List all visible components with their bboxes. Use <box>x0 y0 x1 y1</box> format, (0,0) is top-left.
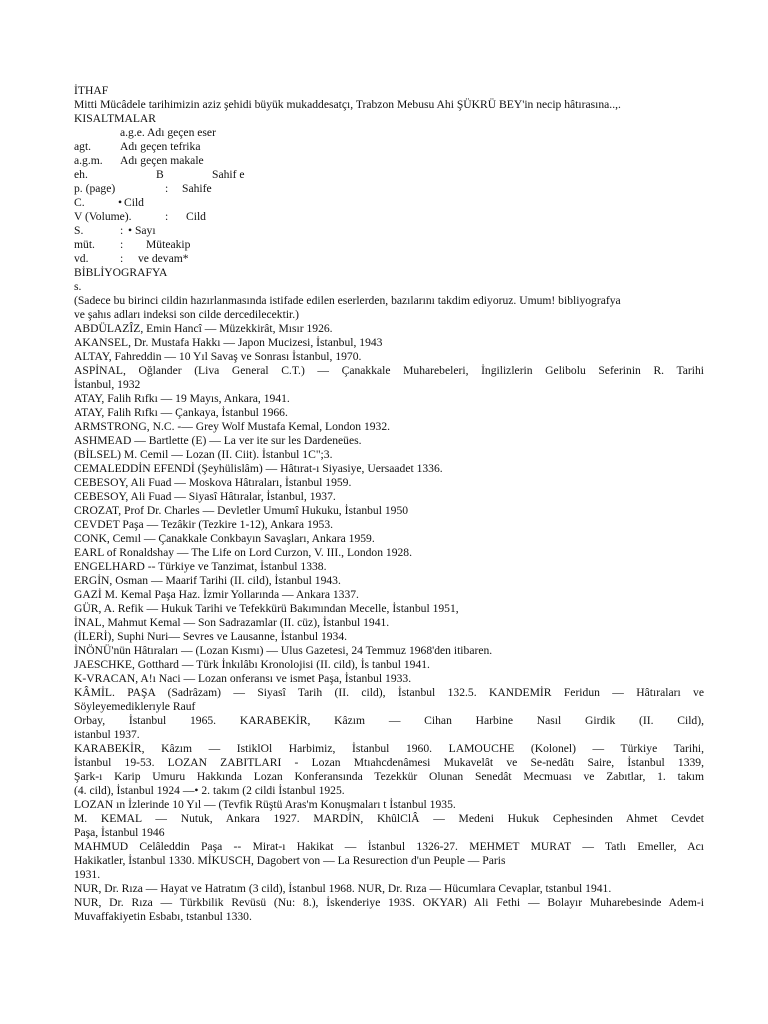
abbreviation-meaning: a.g.e. Adı geçen eser <box>120 126 216 139</box>
abbreviation-separator: B <box>156 168 164 181</box>
abbreviation-term: C. <box>74 196 85 209</box>
bibliography-entry: CROZAT, Prof Dr. Charles — Devletler Umumî Hukuku, İstanbul 1950 <box>74 504 409 517</box>
abbreviation-row <box>74 224 704 238</box>
abbreviation-separator: : <box>165 210 169 223</box>
abbreviation-term: agt. <box>74 140 92 153</box>
bibliography-entry: EARL of Ronaldshay — The Life on Lord Curzon, V. III., London 1928. <box>74 546 412 559</box>
bibliography-entry: KÂMİL. PAŞA (Sadrâzam) — Siyasî Tarih (II. cild), İstanbul 132.5. KANDEMİR Feridun — Hâtıraları ve <box>74 686 704 699</box>
bibliography-entry: GAZİ M. Kemal Paşa Haz. İzmir Yollarında — Ankara 1337. <box>74 588 359 601</box>
abbreviation-meaning: ve devam* <box>138 252 189 265</box>
bibliography-entry: (İLERİ), Suphi Nuri— Sevres ve Lausanne, İstanbul 1934. <box>74 630 348 643</box>
bibliography-entry: LOZAN ın İzlerinde 10 Yıl — (Tevfik Rüştü Aras'm Konuşmaları t İstanbul 1935. <box>74 798 456 811</box>
bibliography-entry: ENGELHARD -- Türkiye ve Tanzimat, İstanbul 1338. <box>74 560 327 573</box>
bibliography-entry: ASHMEAD — Bartlette (E) — La ver ite sur les Dardeneües. <box>74 434 362 447</box>
document-title: İTHAF <box>74 84 109 97</box>
bibliography-entry: CEMALEDDİN EFENDİ (Şeyhülislâm) — Hâtırat-ı Siyasiye, Uersaadet 1336. <box>74 462 443 475</box>
abbreviation-row <box>74 238 704 252</box>
bibliography-entry: CEVDET Paşa — Tezâkir (Tezkire 1-12), Ankara 1953. <box>74 518 334 531</box>
bibliography-entry: ERGİN, Osman — Maarif Tarihi (II. cild), İstanbul 1943. <box>74 574 341 587</box>
bibliography-entry: İstanbul, 1932 <box>74 378 141 391</box>
abbreviation-separator: : <box>120 238 124 251</box>
bibliography-list <box>74 322 704 924</box>
bibliography-entry: ATAY, Falih Rıfkı — Çankaya, İstanbul 1966. <box>74 406 288 419</box>
abbreviation-row <box>74 252 704 266</box>
abbreviation-meaning: Cild <box>124 196 144 209</box>
bibliography-entry: CEBESOY, Ali Fuad — Siyasî Hâtıralar, İstanbul, 1937. <box>74 490 336 503</box>
bibliography-note-line: ve şahıs adları indeksi son cilde dercedilecektir.) <box>74 308 300 321</box>
bibliography-entry: NUR, Dr. Rıza — Türkbilik Revüsü (Nu: 8.), İskenderiye 193S. OKYAR) Ali Fethi — Bolayır Muharebesinde Adem-i <box>74 896 704 909</box>
bibliography-entry: AKANSEL, Dr. Mustafa Hakkı — Japon Mucizesi, İstanbul, 1943 <box>74 336 383 349</box>
bibliography-entry: ABDÜLAZÎZ, Emin Hancî — Müzekkirât, Mısır 1926. <box>74 322 333 335</box>
bibliography-entry: Şark-ı Karip Umuru Hakkında Lozan Konferansında Tezekkür Olunan Senedât Mecmuası ve Zabıtlar, 1. takım <box>74 770 704 783</box>
abbreviation-term: a.g.m. <box>74 154 103 167</box>
abbreviation-meaning: • Sayı <box>128 224 156 237</box>
bibliography-entry: K-VRACAN, A!ı Naci — Lozan onferansı ve ismet Paşa, İstanbul 1933. <box>74 672 412 685</box>
abbreviation-row <box>74 154 704 168</box>
abbreviation-separator: : <box>120 252 124 265</box>
bibliography-entry: ALTAY, Fahreddin — 10 Yıl Savaş ve Sonrası İstanbul, 1970. <box>74 350 362 363</box>
bibliography-entry: Muvaffakiyetin Esbabı, tstanbul 1330. <box>74 910 252 923</box>
abbreviations-heading: KISALTMALAR <box>74 112 157 125</box>
bibliography-entry: Paşa, İstanbul 1946 <box>74 826 165 839</box>
bibliography-entry: CONK, Cemıl — Çanakkale Conkbayın Savaşları, Ankara 1959. <box>74 532 375 545</box>
abbreviations-list <box>74 126 704 266</box>
document-page <box>74 84 704 924</box>
abbreviation-separator: • <box>118 196 123 209</box>
bibliography-entry: KARABEKİR, Kâzım — IstiklOl Harbimiz, İstanbul 1960. LAMOUCHE (Kolonel) — Türkiye Tarihi, <box>74 742 704 755</box>
bibliography-entry: CEBESOY, Ali Fuad — Moskova Hâtıraları, İstanbul 1959. <box>74 476 352 489</box>
bibliography-entry: MAHMUD Celâleddin Paşa -- Mirat-ı Hakikat — İstanbul 1326-27. MEHMET MURAT — Tatlı Emeller, Acı <box>74 840 704 853</box>
abbreviation-row <box>74 126 704 140</box>
bibliography-entry: M. KEMAL — Nutuk, Ankara 1927. MARDİN, KhûlClÂ — Medeni Hukuk Cephesinden Ahmet Cevdet <box>74 812 704 825</box>
bibliography-entry: Orbay, İstanbul 1965. KARABEKİR, Kâzım — Cihan Harbine Nasıl Girdik (II. Cild), <box>74 714 704 727</box>
bibliography-entry: NUR, Dr. Rıza — Hayat ve Hatratım (3 cild), İstanbul 1968. NUR, Dr. Rıza — Hücumlara Cevaplar, tstanbul 1941. <box>74 882 612 895</box>
abbreviation-term: S. <box>74 224 84 237</box>
bibliography-entry: JAESCHKE, Gotthard — Türk İnkılâbı Kronolojisi (II. cild), İs tanbul 1941. <box>74 658 430 671</box>
bibliography-entry: İNAL, Mahmut Kemal — Son Sadrazamlar (II. cüz), İstanbul 1941. <box>74 616 390 629</box>
bibliography-entry: Söyleyemediklerıyle Rauf <box>74 700 196 713</box>
bibliography-entry: GÜR, A. Refik — Hukuk Tarihi ve Tefekkürü Bakımından Mecelle, İstanbul 1951, <box>74 602 459 615</box>
abbreviation-row <box>74 168 704 182</box>
abbreviation-row <box>74 210 704 224</box>
bibliography-entry: ASPİNAL, Oğlander (Liva General C.T.) — Çanakkale Muharebeleri, İngilizlerin Gelibolu Seferinin R. Tarihi <box>74 364 704 377</box>
abbreviation-meaning: Müteakip <box>146 238 191 251</box>
bibliography-entry: ARMSTRONG, N.C. -— Grey Wolf Mustafa Kemal, London 1932. <box>74 420 391 433</box>
bibliography-entry: İstanbul 19-53. LOZAN ZABITLARI - Lozan Mtıahcdenâmesi Mukavelât ve Se-nedâtı Saire, İstanbul 1339, <box>74 756 704 769</box>
abbreviation-term: eh. <box>74 168 88 181</box>
abbreviation-separator: : <box>120 224 124 237</box>
abbreviation-term: vd. <box>74 252 89 265</box>
bibliography-entry: 1931. <box>74 868 101 881</box>
bibliography-entry: (BİLSEL) M. Cemil — Lozan (II. Ciit). İstanbul 1C";3. <box>74 448 333 461</box>
abbreviation-meaning: Cild <box>186 210 206 223</box>
bibliography-s-marker: s. <box>74 280 82 293</box>
bibliography-entry: Hakikatler, İstanbul 1330. MİKUSCH, Dagobert von — La Resurection d'un Peuple — Paris <box>74 854 506 867</box>
bibliography-entry: ATAY, Falih Rıfkı — 19 Mayıs, Ankara, 1941. <box>74 392 290 405</box>
abbreviation-term: müt. <box>74 238 95 251</box>
abbreviation-row <box>74 140 704 154</box>
bibliography-heading: BİBLİYOGRAFYA <box>74 266 168 279</box>
bibliography-entry: İNÖNÜ'nün Hâtıraları — (Lozan Kısmı) — Ulus Gazetesi, 24 Temmuz 1968'den itibaren. <box>74 644 493 657</box>
abbreviation-term: V (Volume). <box>74 210 132 223</box>
abbreviation-separator: : <box>165 182 169 195</box>
abbreviation-meaning: Sahif e <box>212 168 245 181</box>
bibliography-note-line: (Sadece bu birinci cildin hazırlanmasında istifade edilen eserlerden, bazılarını takdim ediyoruz. Umum! bibliyografya <box>74 294 621 307</box>
abbreviation-meaning: Adı geçen makale <box>120 154 204 167</box>
bibliography-entry: istanbul 1937. <box>74 728 140 741</box>
abbreviation-row <box>74 182 704 196</box>
bibliography-entry: (4. cild), İstanbul 1924 —• 2. takım (2 cildi İstanbul 1925. <box>74 784 345 797</box>
dedication-text: Mitti Mücâdele tarihimizin aziz şehidi büyük mukaddesatçı, Trabzon Mebusu Ahi ŞÜKRÜ BEY'in necip hâtırasına..,. <box>74 98 621 111</box>
abbreviation-meaning: Adı geçen tefrika <box>120 140 201 153</box>
abbreviation-meaning: Sahife <box>182 182 212 195</box>
abbreviation-row <box>74 196 704 210</box>
abbreviation-term: p. (page) <box>74 182 116 195</box>
